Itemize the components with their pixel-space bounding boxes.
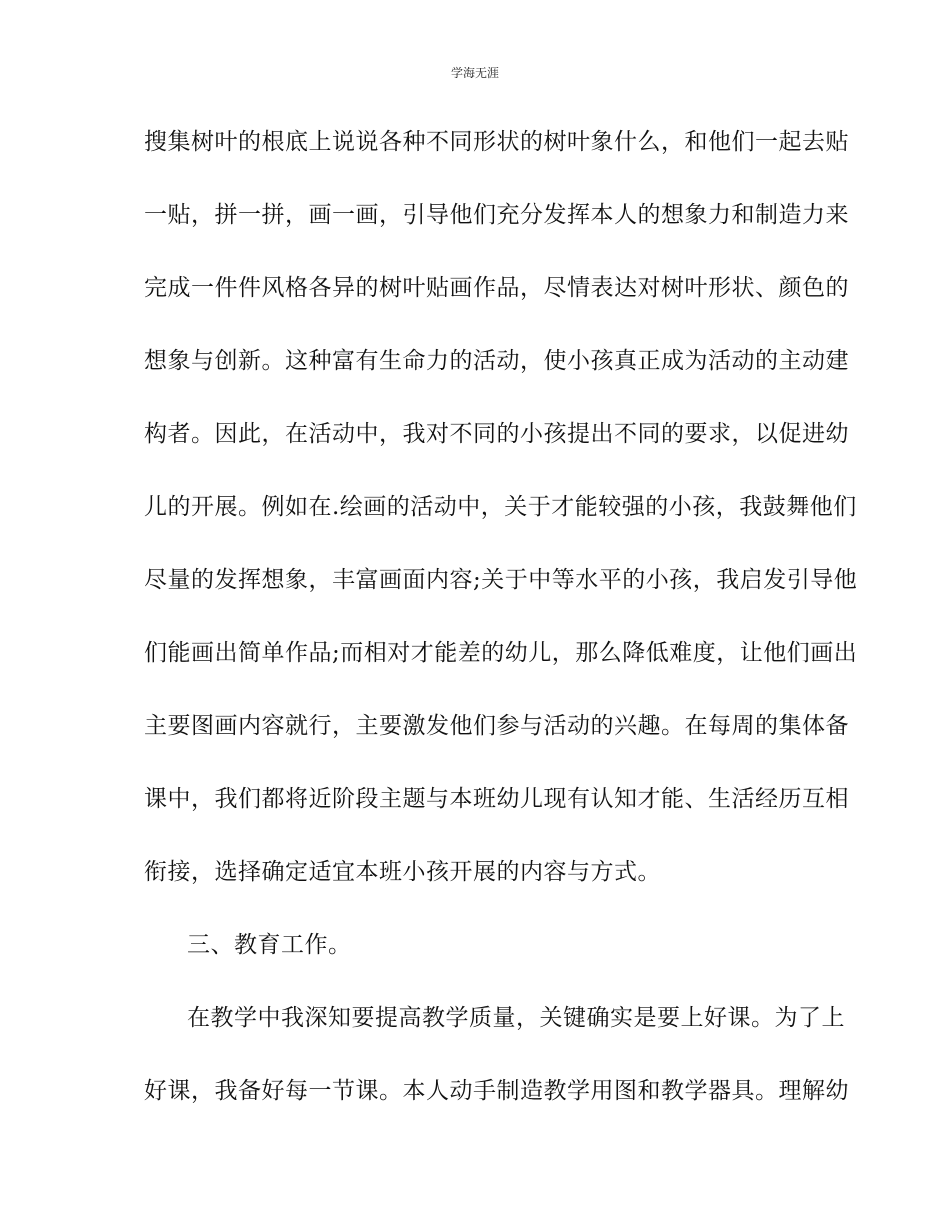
body-line: 主要图画内容就行，主要激发他们参与活动的兴趣。在每周的集体备 (144, 713, 849, 739)
body-line: 一贴，拼一拼，画一画，引导他们充分发挥本人的想象力和制造力来 (144, 202, 849, 228)
section-heading: 三、教育工作。 (187, 932, 352, 958)
body-line: 衔接，选择确定适宜本班小孩开展的内容与方式。 (144, 859, 661, 885)
body-line: 儿的开展。例如在.绘画的活动中，关于才能较强的小孩，我鼓舞他们 (144, 494, 857, 520)
body-line: 们能画出简单作品;而相对才能差的幼儿，那么降低难度，让他们画出 (144, 640, 858, 666)
body-line: 搜集树叶的根底上说说各种不同形状的树叶象什么，和他们一起去贴 (144, 129, 849, 155)
body-line: 完成一件件风格各异的树叶贴画作品，尽情表达对树叶形状、颜色的 (144, 275, 849, 301)
body-line: 在教学中我深知要提高教学质量，关键确实是要上好课。为了上 (187, 1005, 845, 1031)
body-line: 好课，我备好每一节课。本人动手制造教学用图和教学器具。理解幼 (144, 1078, 849, 1104)
page-header: 学海无涯 (450, 66, 499, 80)
body-line: 构者。因此，在活动中，我对不同的小孩提出不同的要求，以促进幼 (144, 421, 849, 447)
body-line: 尽量的发挥想象，丰富画面内容;关于中等水平的小孩，我启发引导他 (144, 567, 858, 593)
body-line: 课中，我们都将近阶段主题与本班幼儿现有认知才能、生活经历互相 (144, 786, 849, 812)
body-line: 想象与创新。这种富有生命力的活动，使小孩真正成为活动的主动建 (144, 348, 849, 374)
